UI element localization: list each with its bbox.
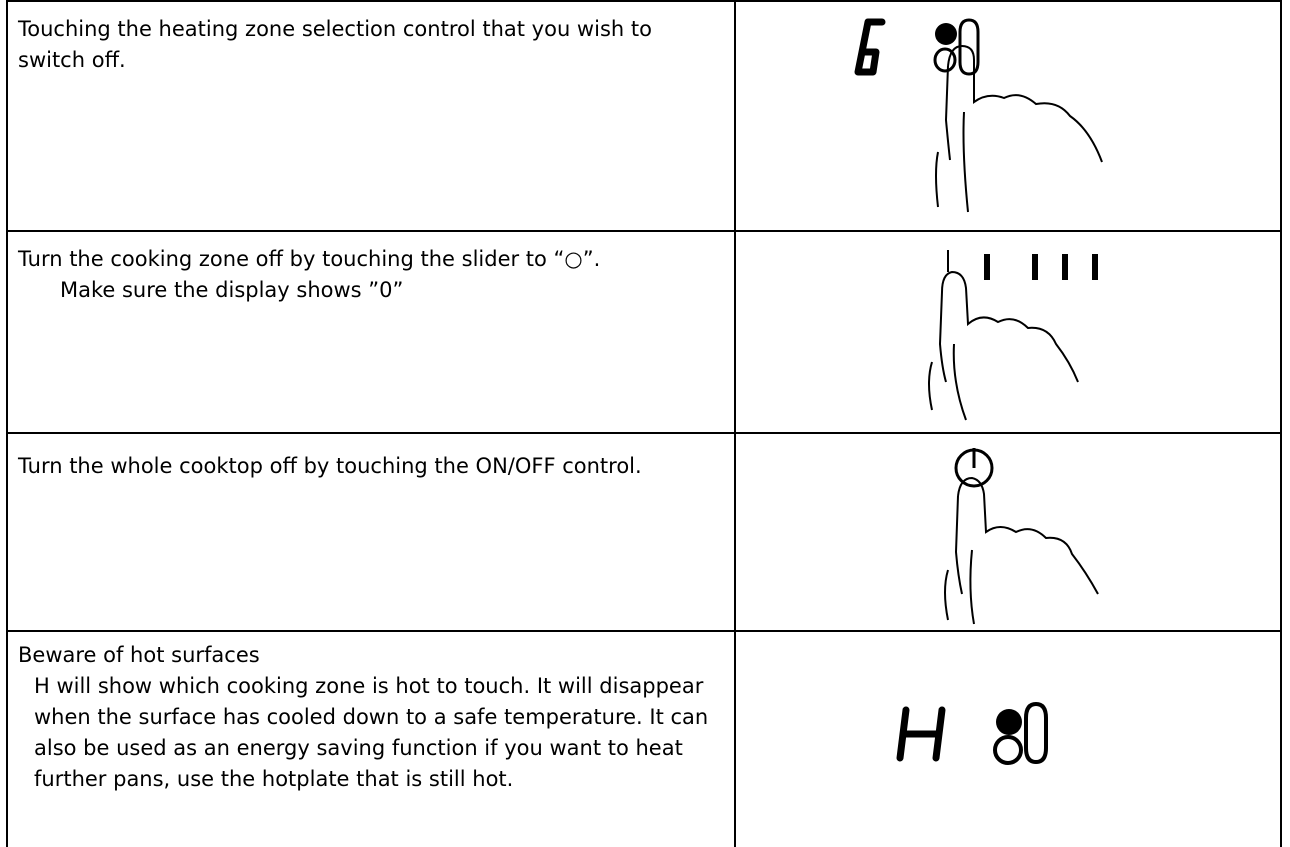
table-row: [6, 632, 1282, 847]
figure-cell: [736, 632, 1280, 847]
instruction-note: Make sure the display shows ”0”: [60, 278, 404, 302]
figure-cell: [736, 434, 1280, 630]
table-row: [6, 434, 1282, 632]
finger-touching-slider-icon: [736, 232, 1282, 432]
instruction-text: H will show which cooking zone is hot to touch. It will disappear when the surface has cooled down to a safe temperature. It can also be used as an energy saving function if you want to heat further pans, use the hotplate that is still hot.: [34, 674, 709, 791]
table-row: [6, 0, 1282, 232]
table-row: [6, 232, 1282, 434]
instruction-table: [6, 0, 1282, 847]
seven-segment-digit: [900, 710, 942, 758]
figure-cell: [736, 2, 1280, 230]
instruction-text-cell: [8, 232, 736, 432]
instruction-text-cell: [8, 434, 736, 630]
seven-segment-digit: [858, 22, 882, 72]
section-title: Beware of hot surfaces: [18, 643, 260, 667]
finger-touching-zone-selector-icon: [736, 2, 1282, 232]
instruction-text-cell: [8, 632, 736, 847]
instruction-text: Turn the cooking zone off by touching the slider to “○”.: [18, 247, 601, 271]
finger-touching-power-icon: [736, 434, 1282, 630]
figure-cell: [736, 232, 1280, 432]
instruction-text: Turn the whole cooktop off by touching the ON/OFF control.: [18, 454, 642, 478]
instruction-text: Touching the heating zone selection control that you wish to switch off.: [18, 17, 652, 72]
instruction-text-cell: [8, 2, 736, 230]
hot-zone-indicator-icon: [736, 632, 1282, 847]
